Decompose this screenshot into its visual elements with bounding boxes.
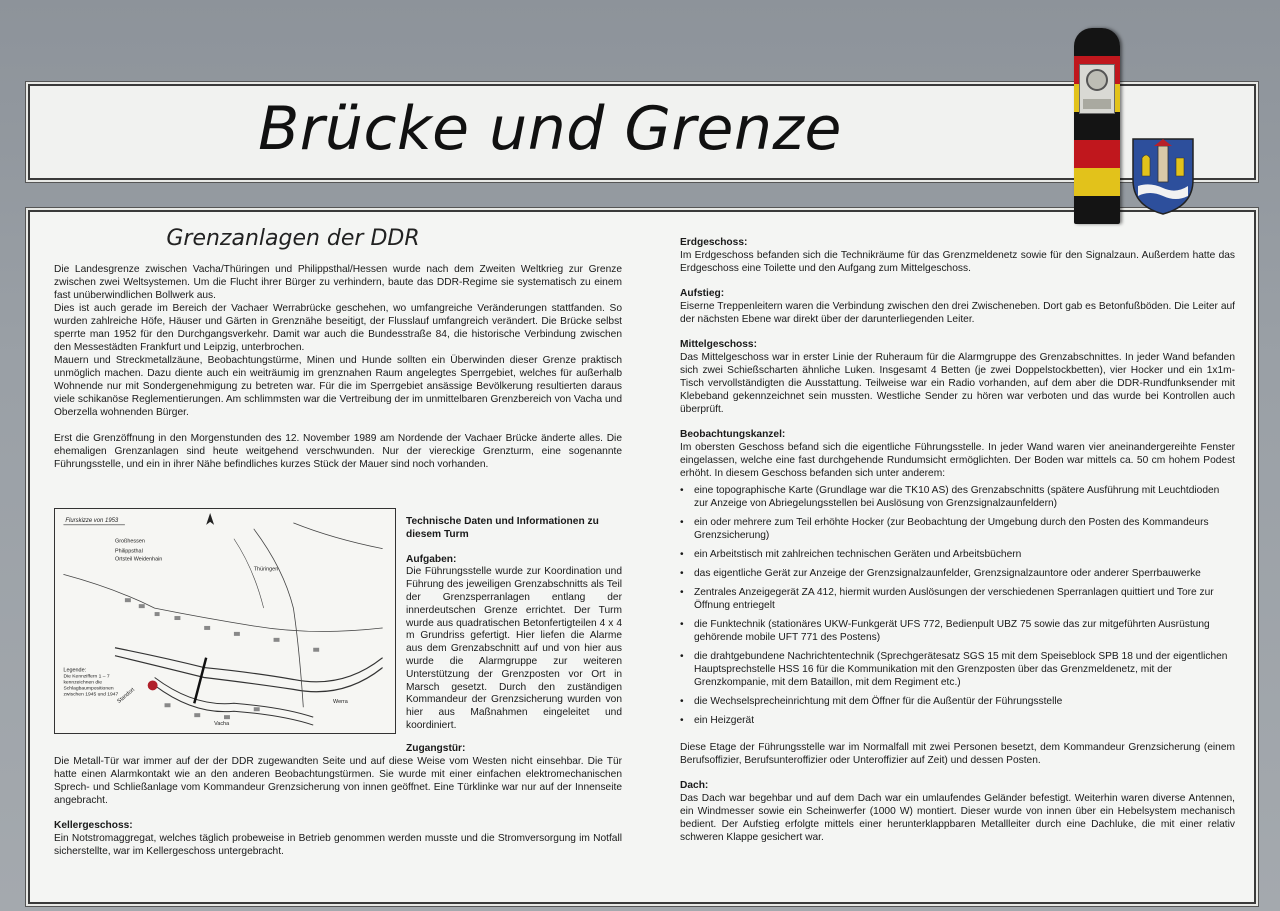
left-column — [54, 226, 622, 471]
list-item: • die Funktechnik (stationäres UKW-Funkgerät UFS 772, Bedienpult UBZ 75 sowie das zur mitgeführten Ausrüstung gehörende mobile UFT 771 des Postens) — [680, 618, 1235, 644]
kanzel-heading: Beobachtungskanzel: — [680, 429, 786, 440]
list-item: • ein Arbeitstisch mit zahlreichen technischen Geräten und Arbeitsbüchern — [680, 548, 1235, 561]
page-title: Brücke und Grenze — [258, 94, 842, 164]
aufstieg-text: Eiserne Treppenleitern waren die Verbindung zwischen den drei Zwischeneben. Dort gab es Betonfußböden. Die Leiter auf der nächsten Ebene war direkt über der darunterliegenden Leiter. — [680, 301, 1235, 325]
mittel-heading: Mittelgeschoss: — [680, 339, 757, 350]
svg-text:Werra: Werra — [333, 699, 348, 706]
kanzel-text: Im obersten Geschoss befand sich die eigentliche Führungsstelle. In jeder Wand waren vier aneinandergereihte Fenster eingelassen, welche eine fast durchgehende Rundumsicht ermöglichten. Der Boden war mittels ca. 50 cm hohem Podest erhöht. In diesem Geschoss befanden sich unter anderem: — [680, 442, 1235, 479]
opening-paragraph: Erst die Grenzöffnung in den Morgenstunden des 12. November 1989 am Nordende der Vachaer Brücke änderte alles. Die ehemaligen Grenzanlagen sind heute weitgehend verschwunden. Nur der viereckige Grenzturm, eine sogenannte Führungsstelle, und ein in ihrer Nähe befindliches kurzes Stück der Mauer sind noch vorhanden. — [54, 433, 622, 470]
list-item: • ein oder mehrere zum Teil erhöhte Hocker (zur Beobachtung der Umgebung durch den Posten des Kommandeurs Grenzsicherung) — [680, 516, 1235, 542]
erd-heading: Erdgeschoss: — [680, 237, 748, 248]
section-subtitle: Grenzanlagen der DDR — [166, 226, 420, 251]
dach-heading: Dach: — [680, 780, 709, 791]
svg-text:Vacha: Vacha — [214, 721, 230, 728]
dach-text: Das Dach war begehbar und auf dem Dach war ein umlaufendes Geländer befestigt. Weiterhin waren diverse Antennen, ein Windmesser sowie ein Scheinwerfer (1000 W) montiert. Dieser wurde von innen über ein Hebelsystem mechanisch bedient. Der Aufstieg erfolgte mittels einer herunterklappbaren Metallleiter durch eine Dachluke, die mit einer relativ schweren Klappe gesichert war. — [680, 793, 1235, 843]
aufgaben-heading: Aufgaben: — [406, 553, 457, 565]
intro-paragraph-3: Mauern und Streckmetallzäune, Beobachtungstürme, Minen und Hunde sollten ein Überwinden dieser Grenze praktisch unmöglich machen. Dazu diente auch ein weiträumig im grenznahen Raum angelegtes Sperrgebiet, welches für außerhalb Wohnende nur mit Sondergenehmigung zu betreten war. Für die im Sperrgebiet ansässige Bevölkerung resultierten daraus viele schikanöse Reglementierungen. Am schlimmsten war die Vertreibung der im unmittelbaren Grenzbereich von Vacha und Oberzella wohnenden Bürger. — [54, 355, 622, 418]
intro-paragraph-2: Dies ist auch gerade im Bereich der Vachaer Werrabrücke geschehen, wo umfangreiche Veränderungen stattfanden. So wurden zahlreiche Höfe, Häuser und Gärten in Grenznähe beseitigt, der Flusslauf umfangreich verändert. Die Brücke selbst sperrte man 1952 für den Durchgangsverkehr. Damit war auch die Bundesstraße 84, die historische Verbindung zwischen den Messestädten Frankfurt und Leipzig, unterbrochen. — [54, 303, 622, 353]
keller-heading: Kellergeschoss: — [54, 820, 133, 831]
etage-text: Diese Etage der Führungsstelle war im Normalfall mit zwei Personen besetzt, dem Kommandeur Grenzsicherung (einem Berufsoffizier, Berufsunteroffizier oder Unteroffizier auf Zeit) und dessen Posten. — [680, 742, 1235, 766]
border-post-image — [1074, 28, 1120, 224]
svg-text:Philippsthal: Philippsthal — [114, 548, 143, 555]
tuer-heading: Zugangstür: — [406, 743, 466, 754]
list-item: • das eigentliche Gerät zur Anzeige der Grenzsignalzaunfelder, Grenzsignalzauntore oder anderer Sperrbauwerke — [680, 567, 1235, 580]
gdr-emblem-icon — [1079, 64, 1115, 114]
map-title: Flurskizze von 1953 — [65, 517, 119, 524]
list-item: • die drahtgebundene Nachrichtentechnik (Sprechgerätesatz SGS 15 mit dem Speiseblock SPB 18 und der eigentlichen Hauptsprechstelle HSS 16 für die Kommunikation mit den Grenzposten über das Grenzmeldenetz, mit der Grenzkompanie, mit dem Bataillon, mit dem Regiment etc.) — [680, 650, 1235, 689]
bottom-left-section — [54, 742, 622, 858]
list-item: • die Wechselsprecheinrichtung mit dem Öffner für die Außentür der Führungsstelle — [680, 695, 1235, 708]
right-column — [680, 236, 1235, 844]
north-arrow-icon — [206, 513, 214, 525]
svg-text:Großhessen: Großhessen — [114, 538, 145, 545]
aufstieg-heading: Aufstieg: — [680, 288, 725, 299]
coat-of-arms-icon — [1130, 136, 1196, 216]
erd-text: Im Erdgeschoss befanden sich die Technikräume für das Grenzmeldenetz sowie für den Signalzaun. Außerdem hatte das Erdgeschoss eine Toilette und den Aufgang zum Mittelgeschoss. — [680, 250, 1235, 274]
list-item: • ein Heizgerät — [680, 714, 1235, 727]
kanzel-list — [680, 484, 1235, 727]
svg-text:Thüringen: Thüringen — [253, 566, 279, 573]
svg-text:Standort: Standort — [116, 686, 136, 705]
tech-section — [406, 516, 622, 733]
svg-text:Ortsteil Weidenhain: Ortsteil Weidenhain — [114, 556, 163, 563]
map-sketch: Flurskizze von 1953 Großhessen Philippsthal Ortsteil Weidenhain Thüringen Vacha Werra Standort Legende: Die Kennziffern 1 – 7 kennzeichnen die Schlagbaumpositionen zwischen 1945 und 1947 — [54, 508, 396, 734]
title-panel — [28, 84, 1256, 180]
tuer-text: Die Metall-Tür war immer auf der der DDR zugewandten Seite und auf diese Weise vom Westen nicht einsehbar. Die Tür hatte einen Alarmkontakt wie an den anderen Beobachtungstürmen. Sie wurde mit einer einfachen elektromechanischen Sprech- und Schließanlage vom Kommandeur Grenzsicherung von innen geöffnet. Eine Türklinke war nur auf der Innenseite angebracht. — [54, 756, 622, 806]
aufgaben-text: Die Führungsstelle wurde zur Koordination und Führung des jeweiligen Grenzabschnitts als Teil der Grenzsperranlagen entlang der innerdeutschen Grenze errichtet. Der Turm wurde aus quadratischen Betonfertigteilen 4 x 4 m Grundriss gefertigt. Hier liefen die Alarme aus dem Grenzabschnitt auf und von hier aus wurde die Alarmgruppe zur weiteren Unterstützung der Grenzposten vor Ort in Marsch gesetzt. Durch den zuständigen Kommandeur der Grenzsicherung wurden von hier aus Maßnahmen eingeleitet und koordiniert. — [406, 566, 622, 731]
intro-paragraph-1: Die Landesgrenze zwischen Vacha/Thüringen und Philippsthal/Hessen wurde nach dem Zweiten Weltkrieg zur Grenze zwischen zwei Weltsystemen. Um die Flucht ihrer Bürger zu verhindern, baute das DDR-Regime sie systematisch zu einem fast unüberwindlichen Bollwerk aus. — [54, 264, 622, 301]
list-item: • Zentrales Anzeigegerät ZA 412, hiermit wurden Auslösungen der verschiedenen Sperranlagen quittiert und Tore zur Öffnung entriegelt — [680, 586, 1235, 612]
svg-text:Legende:: Legende: — [63, 667, 87, 674]
mittel-text: Das Mittelgeschoss war in erster Linie der Ruheraum für die Alarmgruppe des Grenzabschnittes. In jeder Wand befanden sich zwei Schießscharten ähnliche Luken. Insgesamt 4 Betten (je zwei Doppelstockbetten), vier Hocker und ein 1x1m-Tisch vervollständigten die Ausstattung. Teilweise war ein Radio vorhanden, auf dem aber die DDR-Rundfunksender mit Klebeband gekennzeichnet sein mussten. Westliche Sender zu hören war verboten und das wurde bei Kontrollen auch überprüft. — [680, 352, 1235, 415]
list-item: • eine topographische Karte (Grundlage war die TK10 AS) des Grenzabschnitts (spätere Ausführung mit Leuchtdioden zur Anzeige von Abriegelungsstellen bei Auslösung von Grenzsignalzaunfeldern) — [680, 484, 1235, 510]
keller-text: Ein Notstromaggregat, welches täglich probeweise in Betrieb genommen werden musste und die Stromversorgung im Notfall sicherstellte, war im Kellergeschoss untergebracht. — [54, 833, 622, 857]
tech-heading: Technische Daten und Informationen zu diesem Turm — [406, 516, 599, 540]
